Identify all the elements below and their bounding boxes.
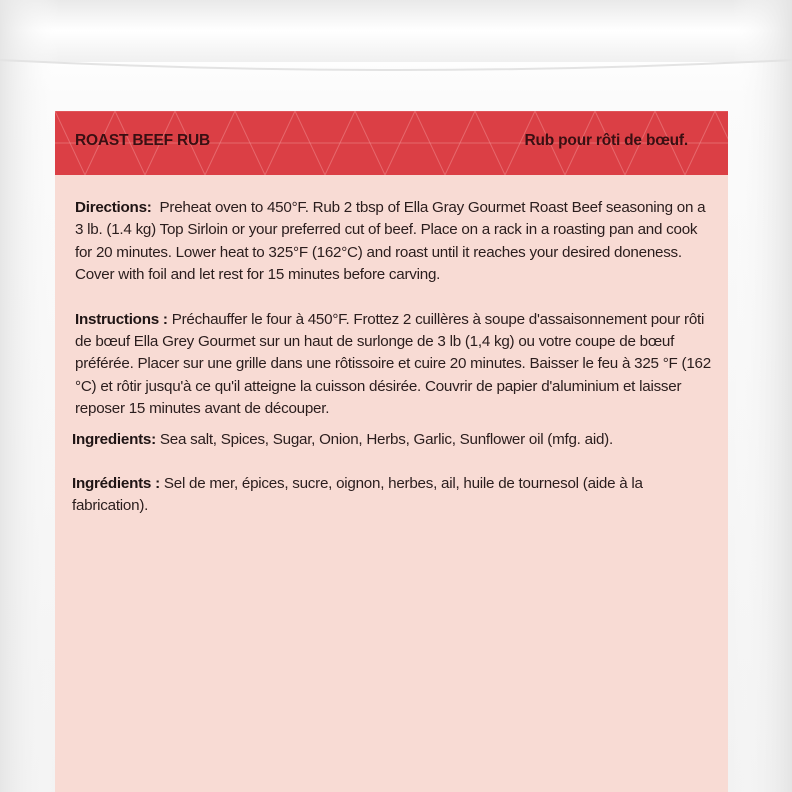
ingredients-fr-term: Ingrédients :	[72, 475, 160, 493]
directions-term: Directions:	[75, 199, 152, 216]
label-title-en: ROAST BEEF RUB	[75, 132, 210, 149]
ingredients-fr-paragraph	[72, 473, 715, 518]
directions-text: Preheat oven to 450°F. Rub 2 tbsp of Ella Gray Gourmet Roast Beef seasoning on a 3 lb. (1.4 kg) Top Sirloin or your preferred cut of beef. Place on a rack in a roasting pan and cook for 20 minutes. Lower heat to 325°F (162°C) and roast until it reaches your desired doneness. Cover with foil and let rest for 15 minutes before carving.	[75, 199, 706, 284]
ingredients-en-text: Sea salt, Spices, Sugar, Onion, Herbs, Garlic, Sunflower oil (mfg. aid).	[159, 430, 613, 448]
ingredients-en-term: Ingredients:	[72, 430, 156, 448]
instructions-text: Préchauffer le four à 450°F. Frottez 2 cuillères à soupe d'assaisonnement pour rôti de bœuf Ella Grey Gourmet sur un haut de surlonge de 3 lb (1,4 kg) ou votre coupe de bœuf préférée. Placer sur une grille dans une rôtissoire et cuire 20 minutes. Baisser le feu à 325 °F (162 °C) et rôtir jusqu'à ce qu'il atteigne la cuisson désirée. Couvrir de papier d'aluminium et laisser reposer 15 minutes avant de découper.	[75, 310, 711, 418]
label-header-banner	[55, 111, 728, 175]
label-content	[72, 197, 715, 518]
instructions-paragraph	[75, 309, 715, 421]
directions-paragraph	[75, 197, 715, 287]
instructions-term: Instructions :	[75, 310, 168, 328]
product-label	[55, 111, 728, 792]
ingredients-en-paragraph	[72, 429, 715, 451]
label-title-fr: Rub pour rôti de bœuf.	[524, 132, 688, 149]
ingredients-fr-text: Sel de mer, épices, sucre, oignon, herbes, ail, huile de tournesol (aide à la fabrication).	[72, 475, 643, 515]
